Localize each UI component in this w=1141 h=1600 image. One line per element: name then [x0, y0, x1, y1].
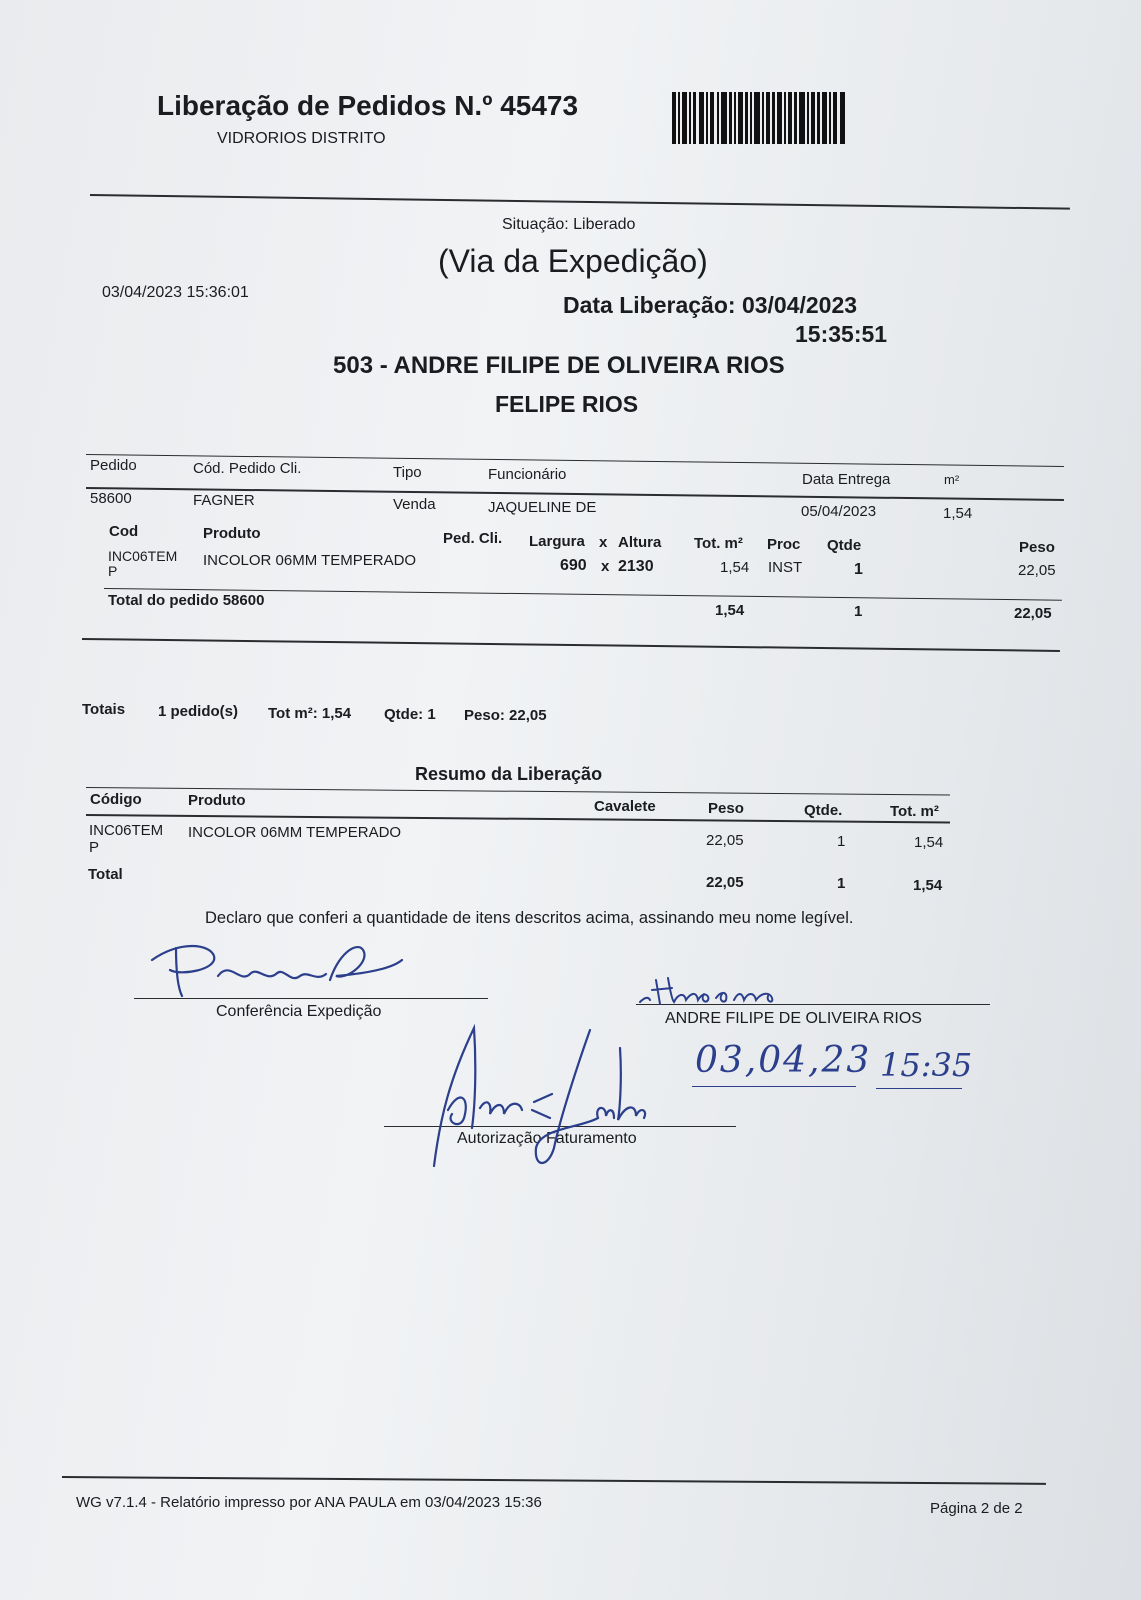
summary-col-produto: Produto — [188, 792, 246, 809]
conferencia-label: Conferência Expedição — [216, 1003, 382, 1020]
header-divider — [90, 194, 1070, 210]
summary-total-m2: 1,54 — [913, 877, 943, 894]
declaration-text: Declaro que conferi a quantidade de itens descritos acima, assinando meu nome legível. — [205, 909, 854, 927]
col-m2: m² — [944, 472, 960, 487]
barcode — [672, 92, 847, 144]
item-code-line1: INC06TEM — [108, 548, 178, 564]
item-col-tot-m2: Tot. m² — [694, 535, 743, 552]
item-col-altura: Altura — [618, 534, 662, 551]
item-col-cod: Cod — [109, 523, 139, 540]
client-signature-label: ANDRE FILIPE DE OLIVEIRA RIOS — [665, 1010, 922, 1027]
order-total-label: Total do pedido 58600 — [108, 592, 265, 609]
client-alias: FELIPE RIOS — [495, 391, 639, 417]
summary-total-weight: 22,05 — [706, 874, 744, 891]
totals-label: Totais — [82, 701, 126, 718]
document-title: Liberação de Pedidos N.º 45473 — [157, 90, 579, 121]
company-name: VIDRORIOS DISTRITO — [217, 130, 386, 147]
order-type: Venda — [393, 496, 436, 513]
handwritten-time-underline — [876, 1088, 962, 1089]
footer-page-number: Página 2 de 2 — [930, 1500, 1023, 1517]
summary-product: INCOLOR 06MM TEMPERADO — [188, 824, 402, 841]
order-total-qty: 1 — [854, 603, 863, 620]
item-col-produto: Produto — [203, 525, 261, 542]
item-proc: INST — [768, 559, 803, 576]
client-signature — [638, 970, 818, 1010]
copy-type: (Via da Expedição) — [438, 243, 708, 279]
summary-col-tot-m2: Tot. m² — [890, 803, 939, 820]
item-height: 2130 — [618, 558, 654, 575]
item-col-peso: Peso — [1019, 539, 1055, 556]
item-col-qtde: Qtde — [827, 537, 862, 554]
order-client-code: FAGNER — [193, 492, 255, 509]
col-pedido: Pedido — [90, 457, 137, 474]
order-number: 58600 — [90, 490, 132, 507]
summary-total-qty: 1 — [837, 875, 846, 892]
summary-col-cavalete: Cavalete — [594, 798, 656, 815]
col-funcionario: Funcionário — [488, 466, 567, 483]
summary-col-peso: Peso — [708, 800, 744, 817]
item-code-line2: P — [108, 563, 118, 579]
release-time: 15:35:51 — [795, 321, 888, 347]
summary-qty: 1 — [837, 833, 846, 850]
order-total-m2: 1,54 — [715, 602, 745, 619]
client-name: 503 - ANDRE FILIPE DE OLIVEIRA RIOS — [333, 352, 785, 379]
totals-weight: Peso: 22,05 — [464, 707, 547, 724]
summary-weight: 22,05 — [706, 832, 744, 849]
handwritten-date-underline — [692, 1086, 856, 1087]
item-tot-m2: 1,54 — [720, 559, 750, 576]
col-cod-pedido-cli: Cód. Pedido Cli. — [193, 460, 302, 477]
situation-status: Situação: Liberado — [502, 216, 636, 233]
summary-total-label: Total — [88, 866, 123, 883]
handwritten-time: 15:35 — [880, 1046, 973, 1084]
totals-orders: 1 pedido(s) — [158, 703, 239, 720]
item-col-x: x — [599, 534, 608, 551]
item-width: 690 — [560, 557, 587, 574]
totals-qty: Qtde: 1 — [384, 706, 436, 723]
release-date: Data Liberação: 03/04/2023 — [563, 292, 858, 318]
order-table-bottom-line — [82, 638, 1060, 652]
order-delivery-date: 05/04/2023 — [801, 503, 877, 520]
summary-title: Resumo da Liberação — [415, 764, 603, 784]
footer-divider — [62, 1476, 1046, 1485]
col-data-entrega: Data Entrega — [802, 471, 891, 488]
item-qty: 1 — [854, 561, 863, 578]
autorizacao-signature — [430, 1018, 670, 1178]
item-col-proc: Proc — [767, 536, 801, 553]
footer-print-info: WG v7.1.4 - Relatório impresso por ANA PAULA em 03/04/2023 15:36 — [76, 1494, 542, 1511]
summary-col-codigo: Código — [90, 791, 142, 808]
summary-code-line1: INC06TEM — [89, 822, 164, 839]
summary-tot-m2: 1,54 — [914, 834, 944, 851]
item-x: x — [601, 558, 610, 575]
item-product: INCOLOR 06MM TEMPERADO — [203, 552, 417, 569]
order-m2: 1,54 — [943, 505, 973, 522]
col-tipo: Tipo — [393, 464, 422, 481]
autorizacao-label: Autorização Faturamento — [457, 1130, 637, 1147]
item-col-ped-cli: Ped. Cli. — [443, 530, 503, 547]
item-col-largura: Largura — [529, 533, 585, 550]
order-total-weight: 22,05 — [1014, 605, 1052, 622]
order-employee: JAQUELINE DE — [488, 499, 597, 516]
handwritten-date: 03,04,23 — [695, 1040, 872, 1081]
totals-m2: Tot m²: 1,54 — [268, 705, 352, 722]
print-timestamp: 03/04/2023 15:36:01 — [102, 284, 249, 301]
summary-code-line2: P — [89, 839, 100, 856]
summary-col-qtde: Qtde. — [804, 802, 843, 819]
conferencia-signature — [140, 930, 420, 1010]
item-weight: 22,05 — [1018, 562, 1056, 579]
